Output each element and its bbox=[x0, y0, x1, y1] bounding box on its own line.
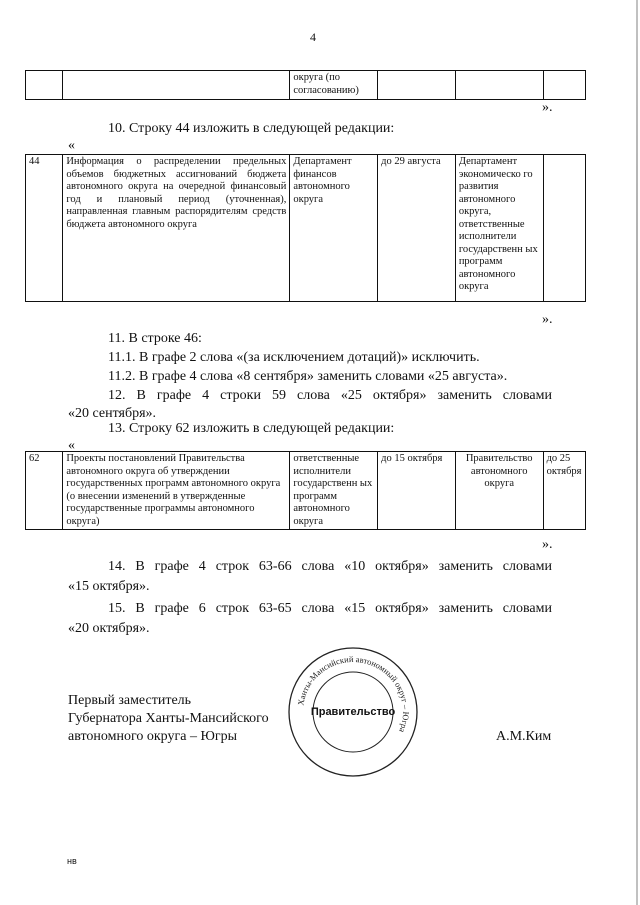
page-number: 4 bbox=[310, 30, 316, 44]
cell-recipient: Департамент экономическо го развития автономного округа, ответственные исполнители государственн ых программ автономного округа bbox=[455, 155, 543, 302]
svg-text:Ханты-Мансийский автономный ок bbox=[295, 654, 411, 734]
paragraph-11-2: 11.2. В графе 4 слова «8 сентября» заменить словами «25 августа». bbox=[108, 369, 508, 384]
signature-title-line2: Губернатора Ханты-Мансийского bbox=[68, 711, 269, 726]
cell-recipient: Правительство автономного округа bbox=[455, 452, 543, 530]
paragraph-12-line1: 12. В графе 4 строки 59 слова «25 октября» заменить словами bbox=[108, 388, 552, 403]
opening-quote-2: « bbox=[68, 438, 75, 453]
official-seal bbox=[286, 645, 420, 779]
cell-extra: до 25 октября bbox=[543, 452, 585, 530]
paragraph-11: 11. В строке 46: bbox=[108, 331, 202, 346]
paragraph-13: 13. Строку 62 изложить в следующей редакции: bbox=[108, 421, 395, 436]
cell-deadline bbox=[378, 71, 456, 100]
paragraph-14-line1: 14. В графе 4 строк 63-66 слова «10 октября» заменить словами bbox=[108, 559, 552, 574]
cell-desc: Проекты постановлений Правительства автономного округа об утверждении государственных программ автономного округа (о внесении изменений в утвержденные государственные программы автономного округа) bbox=[63, 452, 290, 530]
table-fragment-top bbox=[25, 70, 586, 100]
cell-extra bbox=[543, 71, 585, 100]
signature-name: А.М.Ким bbox=[496, 729, 552, 744]
table-row-62 bbox=[25, 451, 586, 530]
cell-deadline: до 15 октября bbox=[378, 452, 456, 530]
cell-num bbox=[26, 71, 63, 100]
table-row bbox=[26, 452, 586, 530]
seal-ring-text: Ханты-Мансийский автономный округ – Югра bbox=[295, 653, 412, 734]
cell-extra bbox=[543, 155, 585, 302]
seal-center-text: Правительство bbox=[310, 706, 396, 718]
table-row bbox=[26, 155, 586, 302]
signature-title-line1: Первый заместитель bbox=[68, 693, 192, 708]
table-row-44 bbox=[25, 154, 586, 302]
cell-resp: округа (по согласованию) bbox=[290, 71, 378, 100]
signature-title-line3: автономного округа – Югры bbox=[68, 729, 237, 744]
cell-resp: Департамент финансов автономного округа bbox=[290, 155, 378, 302]
cell-num: 44 bbox=[26, 155, 63, 302]
table-row bbox=[26, 71, 586, 100]
page-edge-shadow bbox=[636, 0, 638, 905]
closing-quote-3: ». bbox=[542, 537, 553, 552]
paragraph-10: 10. Строку 44 изложить в следующей редакции: bbox=[108, 121, 395, 136]
footer-mark: нв bbox=[67, 856, 77, 866]
paragraph-15-line1: 15. В графе 6 строк 63-65 слова «15 октября» заменить словами bbox=[108, 601, 552, 616]
paragraph-12-line2: «20 сентября». bbox=[68, 406, 157, 421]
cell-num: 62 bbox=[26, 452, 63, 530]
paragraph-11-1: 11.1. В графе 2 слова «(за исключением дотаций)» исключить. bbox=[108, 350, 480, 365]
cell-desc: Информация о распределении предельных объемов бюджетных ассигнований бюджета автономного округа на очередной финансовый год и плановый период (уточненная), направленная главным распорядителям средств бюджета автономного округа bbox=[63, 155, 290, 302]
paragraph-15-line2: «20 октября». bbox=[68, 621, 150, 636]
paragraph-14-line2: «15 октября». bbox=[68, 579, 150, 594]
opening-quote-1: « bbox=[68, 138, 75, 153]
closing-quote-1: ». bbox=[542, 100, 553, 115]
closing-quote-2: ». bbox=[542, 312, 553, 327]
cell-deadline: до 29 августа bbox=[378, 155, 456, 302]
cell-recipient bbox=[455, 71, 543, 100]
cell-desc bbox=[63, 71, 290, 100]
cell-resp: ответственные исполнители государственн ых программ автономного округа bbox=[290, 452, 378, 530]
